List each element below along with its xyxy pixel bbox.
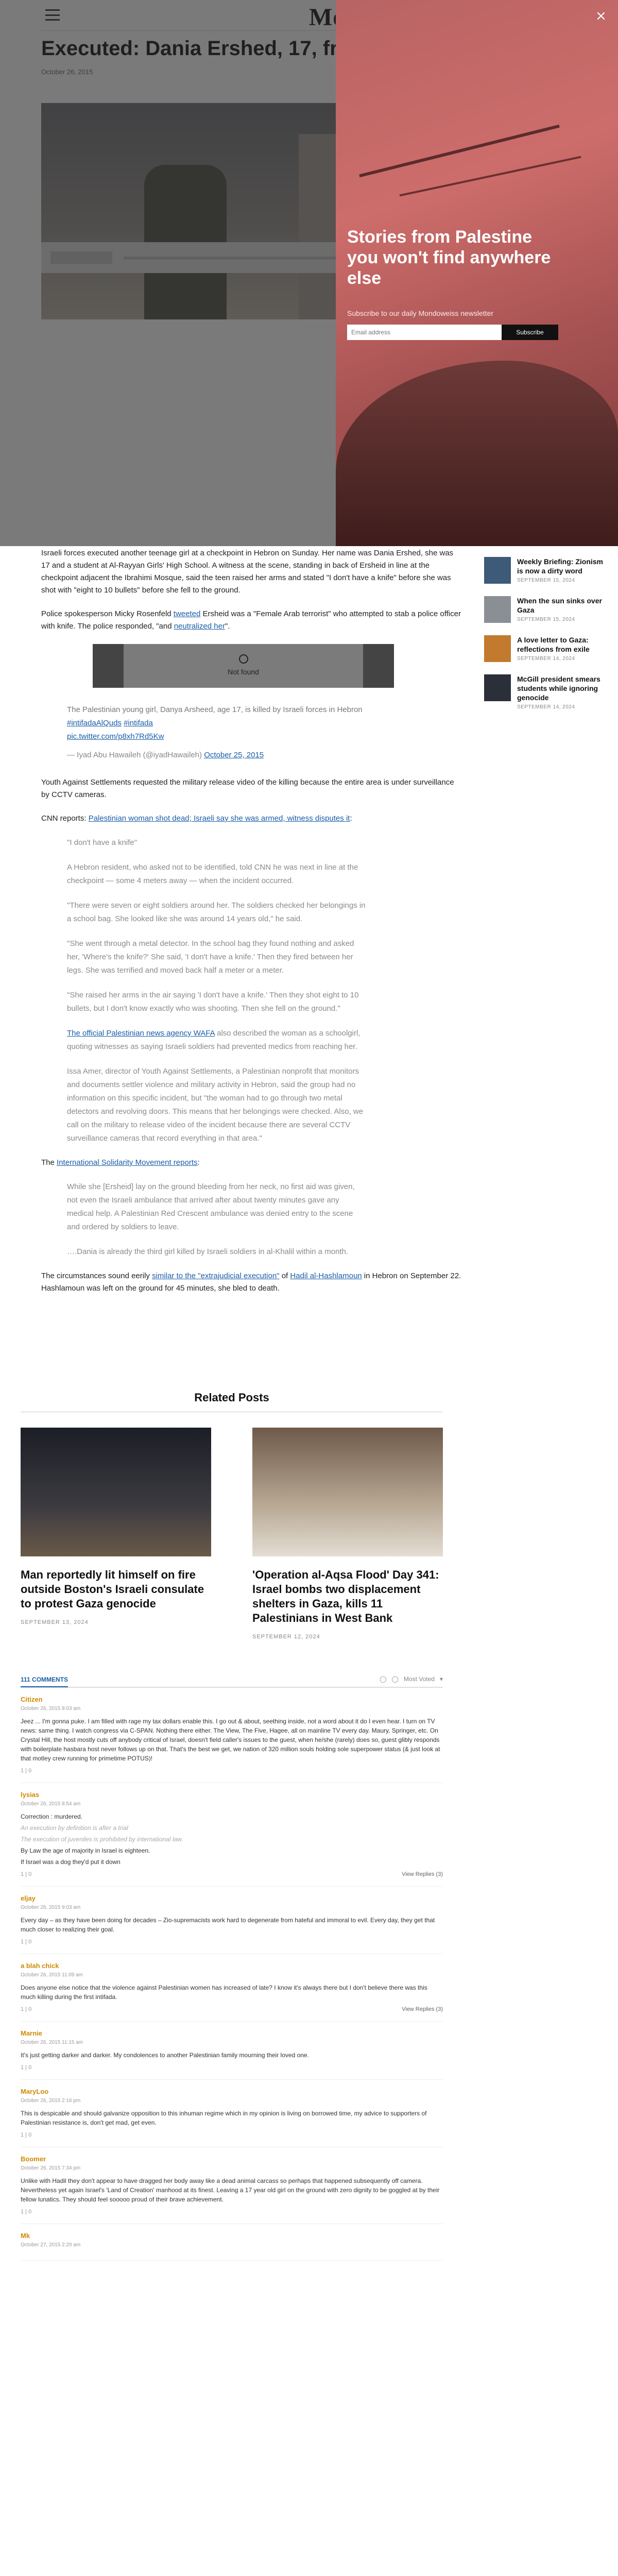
comments-section: [21, 1674, 443, 2261]
related-card-image[interactable]: [21, 1428, 211, 1556]
text: Ersheid was a "Female Arab terrorist" who attempted to stab a police officer with knife. The police responded, "and: [41, 609, 461, 631]
hashtag-link[interactable]: AlQuds: [96, 719, 122, 727]
comment-author[interactable]: Boomer: [21, 2155, 46, 2163]
sort-select[interactable]: Most Voted: [403, 1675, 435, 1683]
comment-author[interactable]: Citizen: [21, 1696, 43, 1703]
comment: [21, 1688, 443, 1783]
comment-text: This is despicable and should galvanize opposition to this inhuman regime which in my opinion is living on borrowed time, my advice to supporters of Palestinian resistance is, don't get mad, get even.: [21, 2110, 427, 2126]
comment-votes[interactable]: 1 | 0: [21, 2006, 32, 2012]
blockquote: While she [Ersheid] lay on the ground bleeding from her neck, no first aid was given, not even the Israeli ambulance that arrived after about twenty minutes gave any medical help. A Palestinian Red Crescent ambulance was denied entry to the scene and ordered by soldiers to leave.: [67, 1182, 355, 1231]
comment-text: Does anyone else notice that the violence against Palestinian women has increased of late? I know it's always there but I don't believe there was this much killing during the first intifada.: [21, 1984, 427, 2001]
comment-body: [21, 2176, 443, 2204]
sidebar-thumb: [484, 674, 511, 701]
comment-text: Jeez ... I'm gonna puke. I am filled with rage my tax dollars enable this. I go out & about, seething inside, not a word about it do I even hear. I turn on TV news: same thing. I watch congress via C-SPAN. Nothing there either. The View, The Five, Hagee, all on mainline TV every day. Maury, Springer, etc. On Crystal Hill, the host mostly cuts off anybody critical of Israel, doesn't field caller's issues to the guest, when he/she (rarely) does so, guest glibly responds with boilerplate hasbara host never follows up on that. That's the best we get, we nation of 320 million souls holding sole superpower status (& just look at that motley crew running for primetime POTUS)!: [21, 1718, 440, 1762]
promo-shore: [336, 361, 618, 546]
comment-votes[interactable]: 1 | 0: [21, 1768, 32, 1774]
comment: [21, 2022, 443, 2080]
blockquote: "She went through a metal detector. In the school bag they found nothing and asked her, 'Where's the knife?' She said, 'I don't have a knife.' Then they fired between her legs. She was terrified and moved back half a meter or a meter.: [67, 939, 354, 975]
comment-time: October 27, 2015 2:20 am: [21, 2242, 81, 2248]
blockquote: "I don't have a knife": [67, 838, 138, 847]
promo-subtitle: Subscribe to our daily Mondoweiss newsletter: [347, 309, 494, 317]
tweet-date-link[interactable]: October 25, 2015: [204, 751, 264, 759]
sidebar-item-date: SEPTEMBER 14, 2024: [517, 704, 575, 710]
video-status: Not found: [228, 667, 259, 676]
tweet-text: [67, 703, 366, 743]
blockquote: [67, 1027, 366, 1054]
embedded-tweet: [67, 703, 366, 762]
comment-time: October 26, 2015 8:03 am: [21, 1706, 81, 1711]
text: — Iyad Abu Hawaileh (@iyadHawaileh): [67, 751, 204, 759]
comment-author[interactable]: a blah chick: [21, 1962, 59, 1970]
sidebar-item-date: SEPTEMBER 14, 2024: [517, 656, 575, 662]
neutralized-link[interactable]: neutralized her: [174, 622, 225, 631]
related-card-title[interactable]: 'Operation al-Aqsa Flood' Day 341: Israel bombs two displacement shelters in Gaza, kills 11 Palestinians in West Bank: [252, 1568, 439, 1624]
text: of: [279, 1272, 290, 1280]
promo-pier: [400, 156, 581, 197]
comment: [21, 2080, 443, 2147]
related-title: Related Posts: [21, 1391, 443, 1412]
comment: [21, 1783, 443, 1887]
comment: [21, 2147, 443, 2224]
sidebar-item[interactable]: [484, 635, 608, 662]
promo-pier: [359, 125, 560, 178]
text: also described the woman as a schoolgirl, quoting witnesses as saying Israeli soldiers had prevented medics from reaching her.: [67, 1029, 360, 1051]
sidebar-item-date: SEPTEMBER 15, 2024: [517, 617, 575, 622]
cnn-link[interactable]: Palestinian woman shot dead; Israeli say she was armed, witness disputes it: [88, 814, 350, 823]
email-field[interactable]: [347, 325, 502, 340]
tweet-attribution: [67, 749, 366, 762]
comment-author[interactable]: MaryLoo: [21, 2088, 49, 2095]
comment-time: October 26, 2015 11:09 am: [21, 1972, 83, 1978]
comment-body: [21, 2109, 443, 2127]
related-card-title[interactable]: Man reportedly lit himself on fire outside Boston's Israeli consulate to protest Gaza genocide: [21, 1568, 204, 1610]
text: The Palestinian young girl, Danya Arsheed, age 17, is killed by Israeli forces in Hebron: [67, 705, 363, 714]
blockquote: ….Dania is already the third girl killed by Israeli soldiers in al-Khalil within a month.: [67, 1247, 349, 1256]
sidebar-thumb: [484, 635, 511, 662]
paragraph: [41, 608, 464, 633]
comment-time: October 26, 2015 8:54 am: [21, 1801, 81, 1807]
comment-body: [21, 1717, 443, 1763]
wafa-link[interactable]: The official Palestinian news agency WAFA: [67, 1029, 215, 1038]
text: in Hebron on September 22. Hashlamoun was left on the ground for 45 minutes, she bled to death.: [41, 1272, 461, 1293]
comment-votes[interactable]: 1 | 0: [21, 2064, 32, 2071]
tweeted-link[interactable]: tweeted: [173, 609, 201, 618]
comment-votes[interactable]: 1 | 0: [21, 1939, 32, 1945]
sidebar-item[interactable]: [484, 674, 608, 710]
comment: [21, 1954, 443, 2022]
paragraph: [41, 812, 464, 825]
tweet-pic-link[interactable]: pic.twitter.com/p8xh7Rd5Kw: [67, 732, 164, 741]
hashlamoun-link[interactable]: Hadil al-Hashlamoun: [290, 1272, 362, 1280]
comment-text: Unlike with Hadil they don't appear to have dragged her body away like a dead animal carcass so perhaps that happened subsequently off camera. Nevertheless yet again Israel's 'Land of Creation' manhood at its finest. Leaving a 17 year old girl on the ground with zero dignity to be goggled at by their fellow lunatics. They should feel sooooo proud of their brave achievement.: [21, 2177, 440, 2203]
paragraph: [41, 1270, 464, 1295]
sidebar-thumb: [484, 557, 511, 584]
hashtag-link[interactable]: #intifada: [67, 719, 96, 727]
sidebar-item-date: SEPTEMBER 15, 2024: [517, 578, 575, 583]
embedded-video[interactable]: [93, 644, 394, 688]
comments-tools: [380, 1674, 443, 1684]
text: :: [350, 814, 352, 823]
article-body: [41, 547, 464, 1306]
sidebar-item-title[interactable]: McGill president smears students while ignoring genocide: [517, 675, 600, 702]
ism-link[interactable]: International Solidarity Movement reports: [57, 1158, 198, 1167]
comment-author[interactable]: eljay: [21, 1894, 36, 1902]
comment-time: October 26, 2015 7:34 pm: [21, 2165, 81, 2171]
hashtag-link[interactable]: #intifada: [124, 719, 153, 727]
text: :: [197, 1158, 200, 1167]
related-card-date: SEPTEMBER 13, 2024: [21, 1619, 89, 1625]
sidebar-item-title[interactable]: Weekly Briefing: Zionism is now a dirty word: [517, 557, 603, 575]
comment-votes[interactable]: 1 | 0: [21, 2209, 32, 2215]
newsletter-modal: [336, 0, 618, 546]
comment-text: It's just getting darker and darker. My condolences to another Palestinian family mourning their loved one.: [21, 2052, 309, 2059]
execution-link[interactable]: similar to the "extrajudicial execution": [152, 1272, 280, 1280]
comments-count[interactable]: 111 COMMENTS: [21, 1675, 68, 1687]
sidebar-thumb: [484, 596, 511, 623]
text: Police spokesperson Micky Rosenfeld: [41, 609, 174, 618]
comment-votes[interactable]: 1 | 0: [21, 2132, 32, 2138]
related-card[interactable]: [21, 1428, 211, 1640]
subscribe-button[interactable]: Subscribe: [502, 325, 558, 340]
paragraph: [41, 1157, 464, 1169]
comment-votes-row: [21, 1870, 443, 1879]
text: The: [41, 1158, 57, 1167]
view-replies-button[interactable]: View Replies (3): [402, 1871, 443, 1877]
sidebar-item-title[interactable]: When the sun sinks over Gaza: [517, 597, 602, 614]
blockquote: "She raised her arms in the air saying 'I don't have a knife.' Then they shot eight to 10 bullets, but I don't know exactly who was shooting. Then she fell on the ground.": [67, 991, 359, 1013]
comment-quote: The execution of juveniles is prohibited by international law.: [21, 1836, 183, 1843]
comment-votes[interactable]: 1 | 0: [21, 1871, 32, 1877]
blockquote: "There were seven or eight soldiers around her. The soldiers checked her belongings in a school bag. She looked like she was around 14 years old," he said.: [67, 901, 366, 923]
blockquote: A Hebron resident, who asked not to be identified, told CNN he was next in line at the checkpoint — some 4 meters away — when the incident occurred.: [67, 863, 358, 885]
comment-votes-row: [21, 2005, 443, 2014]
comment-quote: An execution by definition is after a trial: [21, 1824, 128, 1832]
chevron-down-icon[interactable]: ▾: [439, 1675, 443, 1683]
sad-face-icon: [239, 654, 248, 664]
view-replies-button[interactable]: View Replies (3): [402, 2006, 443, 2012]
comment-author[interactable]: lysias: [21, 1791, 40, 1799]
comment-time: October 26, 2015 11:15 am: [21, 2040, 83, 2045]
related-card-image[interactable]: [252, 1428, 443, 1556]
comment-author[interactable]: Mk: [21, 2232, 30, 2240]
paragraph: Youth Against Settlements requested the military release video of the killing because the entire area is under surveillance by CCTV cameras.: [41, 778, 454, 799]
related-cards: [21, 1428, 443, 1640]
comment-text: By Law the age of majority in Israel is eighteen.: [21, 1847, 150, 1854]
video-placeholder: [124, 644, 363, 688]
newest-icon[interactable]: ◯: [391, 1675, 399, 1683]
comment-author[interactable]: Marnie: [21, 2029, 42, 2037]
blockquote: Issa Amer, director of Youth Against Settlements, a Palestinian nonprofit that monitors and documents settler violence and military activity in Hebron, said the group had no information on this specific incident, but "the woman had to go through two metal detectors and revolving doors. This means that her belongings were checked. Also, we call on the military to release video of the incident because there are several CCTV surveillance cameras that record everything in that area.": [67, 1067, 364, 1143]
related-card[interactable]: [252, 1428, 443, 1640]
comment-text: If Israel was a dog they'd put it down: [21, 1858, 121, 1866]
comment-time: October 26, 2015 9:03 am: [21, 1905, 81, 1910]
comment-text: Every day – as they have been doing for decades – Zio-supremacists work hard to degenerate from hateful and immoral to evil. Every day, they get that much closer to realizing their goal.: [21, 1917, 435, 1933]
related-posts: [21, 1391, 443, 1640]
close-button[interactable]: ×: [593, 8, 609, 24]
text: ".: [225, 622, 230, 631]
sidebar-item[interactable]: [484, 596, 608, 623]
sidebar-latest: [484, 518, 608, 722]
comment-body: [21, 1983, 443, 2002]
related-card-date: SEPTEMBER 12, 2024: [252, 1634, 320, 1640]
comment-body: [21, 2050, 443, 2060]
sidebar-item-title[interactable]: A love letter to Gaza: reflections from exile: [517, 636, 590, 653]
comment-body: [21, 1812, 443, 1867]
comment: [21, 2224, 443, 2261]
comment: [21, 1887, 443, 1954]
text: The circumstances sound eerily: [41, 1272, 152, 1280]
comment-time: October 26, 2015 2:16 pm: [21, 2098, 81, 2104]
sidebar-item[interactable]: [484, 557, 608, 584]
text: CNN reports:: [41, 814, 89, 823]
promo-headline: Stories from Palestine you won't find anywhere else: [347, 227, 551, 288]
paragraph: Israeli forces executed another teenage girl at a checkpoint in Hebron on Sunday. Her name was Dania Ershed, she was 17 and a student at Al-Rayyan Girls' High School. A witness at the scene, standing in back of Ersheid in line at the checkpoint adjacent the Ibrahimi Mosque, said the teen raised her arms and stated "I don't have a knife" before she was shot with "eight to 10 bullets" before she fell to the ground.: [41, 549, 454, 595]
comment-text: Correction : murdered.: [21, 1813, 83, 1820]
comments-bar: [21, 1674, 443, 1688]
comment-body: [21, 1916, 443, 1934]
oldest-icon[interactable]: ◯: [380, 1675, 387, 1683]
